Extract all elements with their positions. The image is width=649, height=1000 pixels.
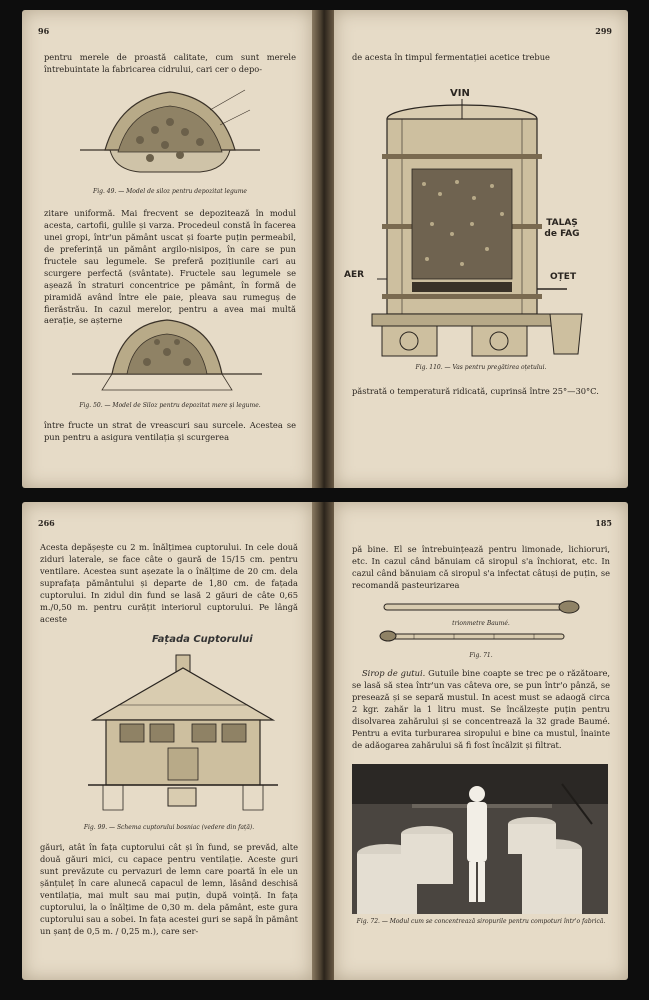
book-gutter (312, 10, 334, 488)
page-number: 266 (38, 518, 55, 528)
book-gutter (312, 502, 334, 980)
figure-caption: Fig. 71. (469, 652, 493, 659)
figure-caption: Fig. 50. — Model de Siloz pentru depozitat mere și legume. (79, 402, 261, 409)
page-266 (22, 502, 312, 980)
paragraph: pentru merele de proastă calitate, cum sunt merele întrebuintate la fabricarea cidrului, cari cer o depo- (44, 52, 296, 74)
oven-facade-diagram (88, 650, 278, 820)
paragraph: păstrată o temperatură ridicată, cuprinsă între 25°—30°C. (352, 386, 599, 396)
paragraph-body: Gutuile bine coapte se trec pe o răzătoare, se lasă să stea într'un vas câteva ore, se pun într'o pânză, se presează și se separă mustul. In acest must se adaogă circa 2 kgr. zahăr la 1 litru must. Se încălzește puțin pentru disolvarea zahărului și se concentrează la 32 grade Baumé. Pentru a evita turburarea siropului e bine ca mustul, înainte de adăogarea zahărului să fi fost încălzit și filtrat. (352, 668, 610, 750)
silo-diagram-1 (80, 80, 260, 180)
paragraph: de acesta în timpul fermentației acetice trebue (352, 52, 550, 62)
top-book-spread (22, 10, 628, 488)
silo-figure-50 (72, 312, 262, 394)
paragraph: găuri, atât în fața cuptorului cât și în fund, se prevăd, alte două găuri mici, cu capace pentru ventilație. Aceste guri sunt prevăzute cu pervazuri de lemn care poartă în ele un șănțuleț în care alunecă capacul de lemn, lăsând deschisă ventilația, mai mult sau mai puțin, după voință. In fața cuptorului, la o înălțime de 0,30 m. dela pământ, este gura cuptorului sau a sobei. In fața acestei guri se sapă în pământ un șanț de 0,5 m. / 0,25 m.), care ser- (40, 842, 298, 936)
label-vin: VIN (450, 88, 470, 99)
figure-caption: Fig. 49. — Model de siloz pentru depozitat legume (93, 188, 247, 195)
label-aer: AER (344, 270, 365, 280)
paragraph: zitare uniformă. Mai frecvent se depozitează în modul acesta, cartofii, gulile și varza. Procedeul constă în facerea unei gropi, într'un pământ uscat și foarte puțin permeabil, de preferință un pământ argilo-nisipos, în care se pun fructele sau legumele. Se preferă pozițiunile cari au scurgere perfectă (svântate). Fructele sau legumele se așează în straturi concentrice pe pământ, în formă de piramidă având între ele paie, pleava sau rumeguș de fierăstrău. In cazul merelor, pentru a avea mai multă aerație, se așterne (44, 208, 296, 326)
page-299 (334, 10, 628, 488)
label-otet: OȚET (550, 272, 577, 282)
oven-figure (88, 650, 278, 820)
page-185 (334, 502, 628, 980)
silo-diagram-2 (72, 312, 262, 394)
page-number: 299 (595, 26, 612, 36)
paragraph: între fructe un strat de vreascuri sau surcele. Acestea se pun pentru a asigura ventilația și scurgerea (44, 420, 296, 442)
label-talas: TALAȘ de FAG (544, 218, 580, 239)
page-number: 96 (38, 26, 50, 36)
hydrometer-label: trionmetre Baumé. (452, 620, 510, 627)
bottom-book-spread (22, 502, 628, 980)
factory-photo (352, 764, 608, 914)
paragraph: pă bine. El se întrebuințează pentru limonade, lichioruri, etc. In cazul când bănuiam că siropul s'a închiorat, etc. In cazul când bănuiam că siropul s'a infectat câtuși de puțin, se recomandă pasteurizarea (352, 544, 610, 590)
figure-title: Fațada Cuptorului (152, 634, 253, 645)
paragraph-sirop (352, 668, 610, 752)
silo-figure-49 (80, 80, 260, 180)
paragraph: Acesta depășește cu 2 m. înălțimea cuptorului. In cele două ziduri laterale, se face câte o gaură de 15/15 cm. pentru ventilare. Acestea sunt așezate la o înălțime de 20 cm. dela suprafața pământului și departe de 1,80 cm. de fațada cuptorului. In zidul din fund se lasă 2 găuri de câte 0,65 m./0,50 m. pentru curățit interiorul cuptorului. Pe lângă aceste (40, 542, 298, 624)
figure-caption: Fig. 72. — Modul cum se concentrează siropurile pentru compoturi într'o fabrică. (356, 918, 606, 925)
page-number: 185 (595, 518, 612, 528)
figure-caption: Fig. 110. — Vas pentru pregătirea oțetului. (415, 364, 547, 371)
figure-caption: Fig. 99. — Schema cuptorului bosniac (vedere din față). (83, 824, 255, 831)
paragraph-title: Sirop de gutui. (362, 668, 426, 678)
page-96 (22, 10, 312, 488)
factory-photo-image (352, 764, 608, 914)
